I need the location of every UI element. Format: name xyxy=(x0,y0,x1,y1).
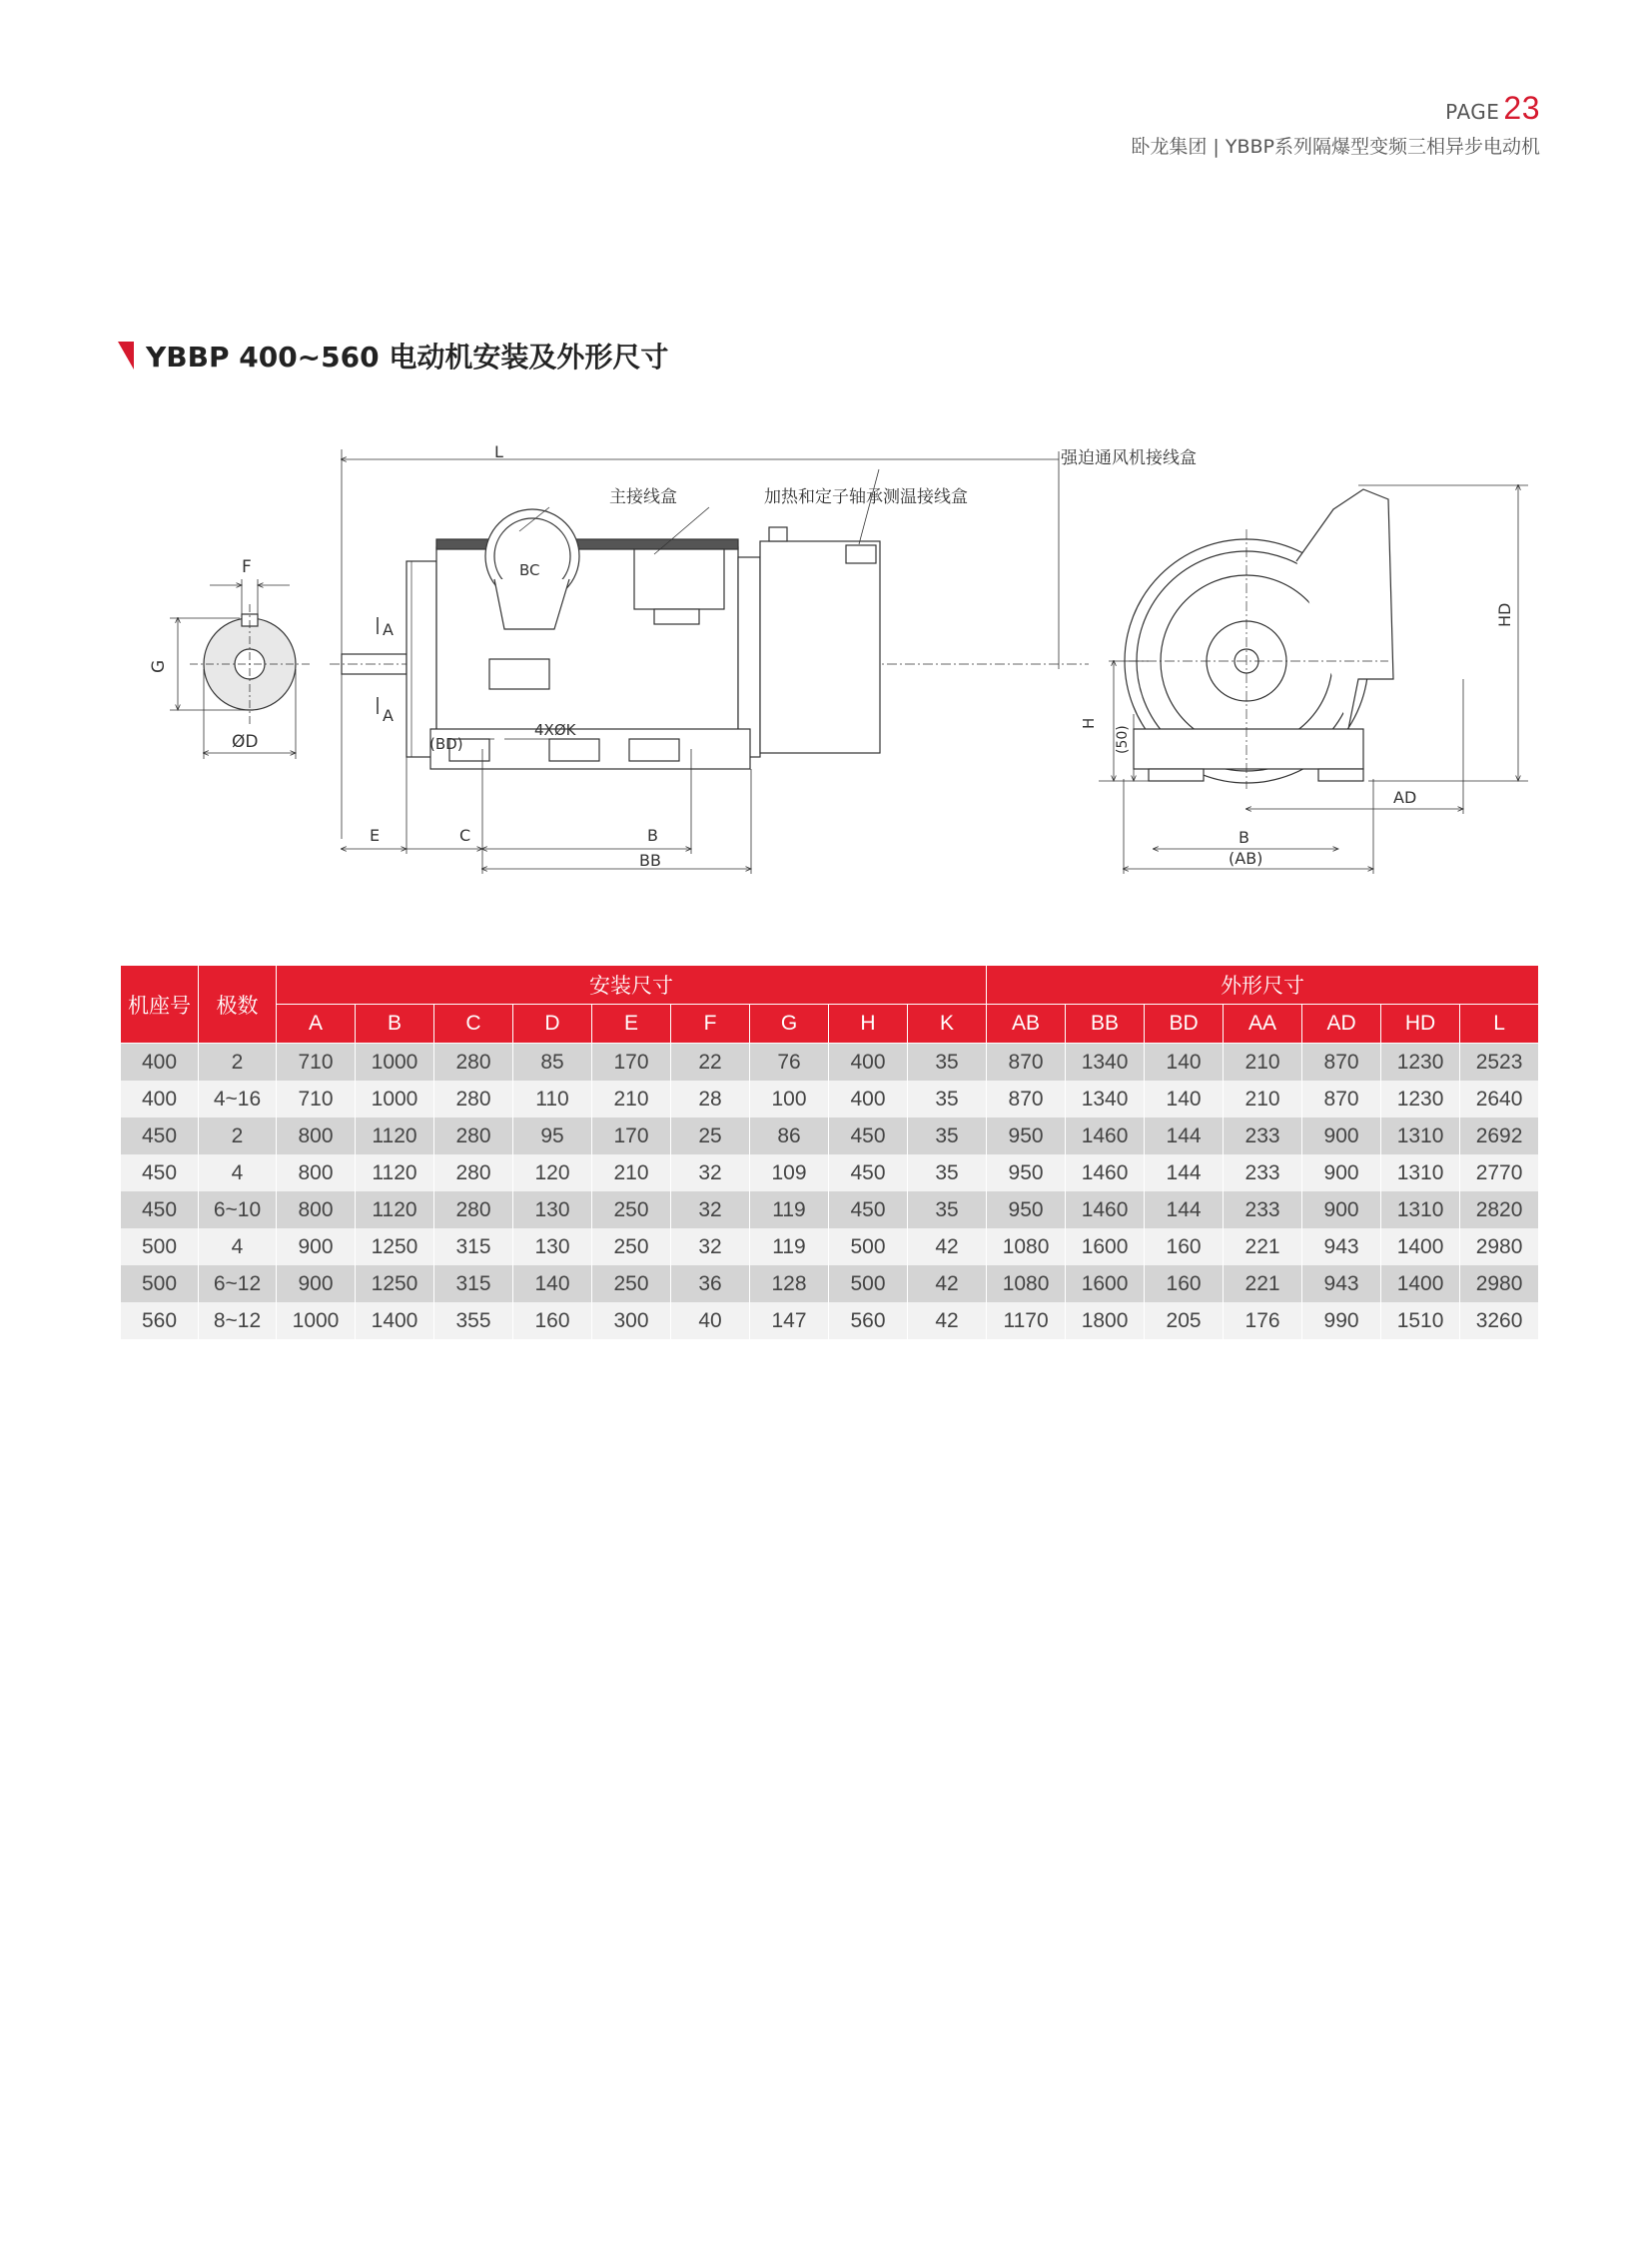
column-header-a: A xyxy=(277,1005,356,1044)
table-cell: 943 xyxy=(1302,1228,1381,1265)
table-cell: 900 xyxy=(277,1265,356,1302)
page-label-text: PAGE xyxy=(1445,100,1500,124)
label-bb: BB xyxy=(639,851,661,870)
label-b-end: B xyxy=(1239,828,1249,847)
table-cell: 1000 xyxy=(356,1081,434,1118)
table-cell: 400 xyxy=(121,1081,199,1118)
table-row xyxy=(121,1081,1539,1118)
table-row xyxy=(121,1228,1539,1265)
table-cell: 160 xyxy=(1145,1265,1224,1302)
table-cell: 1340 xyxy=(1066,1081,1145,1118)
table-cell: 32 xyxy=(671,1191,750,1228)
table-cell: 2692 xyxy=(1460,1118,1539,1154)
label-c: C xyxy=(459,826,471,845)
table-cell: 170 xyxy=(592,1118,671,1154)
table-row xyxy=(121,1154,1539,1191)
table-cell: 140 xyxy=(1145,1044,1224,1082)
table-cell: 950 xyxy=(987,1118,1066,1154)
table-cell: 1250 xyxy=(356,1228,434,1265)
table-cell: 4 xyxy=(199,1228,277,1265)
technical-drawing xyxy=(150,429,1548,879)
table-cell: 3260 xyxy=(1460,1302,1539,1339)
table-column-header-row xyxy=(121,1005,1539,1044)
red-flag-icon xyxy=(118,342,134,370)
table-cell: 2980 xyxy=(1460,1265,1539,1302)
table-cell: 35 xyxy=(908,1118,987,1154)
table-cell: 315 xyxy=(434,1228,513,1265)
table-cell: 450 xyxy=(121,1154,199,1191)
dimensions-table xyxy=(120,965,1539,1339)
table-cell: 233 xyxy=(1224,1191,1302,1228)
table-cell: 233 xyxy=(1224,1118,1302,1154)
table-cell: 1080 xyxy=(987,1228,1066,1265)
table-cell: 40 xyxy=(671,1302,750,1339)
table-cell: 900 xyxy=(1302,1154,1381,1191)
table-cell: 221 xyxy=(1224,1265,1302,1302)
table-cell: 22 xyxy=(671,1044,750,1082)
table-cell: 800 xyxy=(277,1118,356,1154)
table-cell: 2 xyxy=(199,1118,277,1154)
table-cell: 2523 xyxy=(1460,1044,1539,1082)
table-cell: 205 xyxy=(1145,1302,1224,1339)
table-cell: 280 xyxy=(434,1191,513,1228)
table-cell: 36 xyxy=(671,1265,750,1302)
label-main-terminal-box: 主接线盒 xyxy=(609,487,677,507)
table-cell: 1000 xyxy=(356,1044,434,1082)
column-header-g: G xyxy=(750,1005,829,1044)
table-cell: 990 xyxy=(1302,1302,1381,1339)
table-cell: 210 xyxy=(1224,1081,1302,1118)
table-cell: 85 xyxy=(513,1044,592,1082)
document-subtitle: 卧龙集团 | YBBP系列隔爆型变频三相异步电动机 xyxy=(1131,136,1540,158)
table-cell: 900 xyxy=(277,1228,356,1265)
table-cell: 4 xyxy=(199,1154,277,1191)
column-header-c: C xyxy=(434,1005,513,1044)
table-cell: 119 xyxy=(750,1228,829,1265)
label-h: H xyxy=(1080,717,1098,729)
table-cell: 144 xyxy=(1145,1118,1224,1154)
label-bd: (BD) xyxy=(429,735,463,753)
page-label xyxy=(1445,90,1540,127)
table-cell: 210 xyxy=(592,1081,671,1118)
table-cell: 1250 xyxy=(356,1265,434,1302)
table-cell: 250 xyxy=(592,1228,671,1265)
table-cell: 76 xyxy=(750,1044,829,1082)
column-header-b: B xyxy=(356,1005,434,1044)
label-e: E xyxy=(370,826,381,845)
table-cell: 870 xyxy=(1302,1081,1381,1118)
table-cell: 128 xyxy=(750,1265,829,1302)
table-cell: 870 xyxy=(1302,1044,1381,1082)
table-cell: 1340 xyxy=(1066,1044,1145,1082)
table-cell: 280 xyxy=(434,1081,513,1118)
column-header-aa: AA xyxy=(1224,1005,1302,1044)
table-cell: 42 xyxy=(908,1302,987,1339)
table-cell: 710 xyxy=(277,1044,356,1082)
column-header-bb: BB xyxy=(1066,1005,1145,1044)
table-cell: 130 xyxy=(513,1191,592,1228)
table-cell: 800 xyxy=(277,1154,356,1191)
table-cell: 119 xyxy=(750,1191,829,1228)
table-cell: 35 xyxy=(908,1044,987,1082)
page-number: 23 xyxy=(1503,90,1540,126)
table-cell: 1460 xyxy=(1066,1154,1145,1191)
column-header-e: E xyxy=(592,1005,671,1044)
table-group-header-row xyxy=(121,966,1539,1005)
column-header-ad: AD xyxy=(1302,1005,1381,1044)
table-cell: 2820 xyxy=(1460,1191,1539,1228)
label-f: F xyxy=(242,557,252,577)
table-cell: 1310 xyxy=(1381,1154,1460,1191)
table-cell: 450 xyxy=(121,1118,199,1154)
table-cell: 500 xyxy=(829,1265,908,1302)
table-cell: 25 xyxy=(671,1118,750,1154)
table-cell: 900 xyxy=(1302,1118,1381,1154)
table-cell: 400 xyxy=(829,1044,908,1082)
table-cell: 1400 xyxy=(1381,1228,1460,1265)
label-bc: BC xyxy=(519,561,540,579)
table-cell: 450 xyxy=(829,1118,908,1154)
table-cell: 109 xyxy=(750,1154,829,1191)
column-header-l: L xyxy=(1460,1005,1539,1044)
table-cell: 233 xyxy=(1224,1154,1302,1191)
table-cell: 300 xyxy=(592,1302,671,1339)
label-ab: (AB) xyxy=(1229,849,1263,868)
table-row xyxy=(121,1044,1539,1082)
table-cell: 6~12 xyxy=(199,1265,277,1302)
table-cell: 86 xyxy=(750,1118,829,1154)
table-cell: 560 xyxy=(829,1302,908,1339)
table-cell: 900 xyxy=(1302,1191,1381,1228)
table-cell: 500 xyxy=(829,1228,908,1265)
table-cell: 2640 xyxy=(1460,1081,1539,1118)
motor-end-view xyxy=(1099,485,1528,874)
table-cell: 35 xyxy=(908,1154,987,1191)
table-cell: 450 xyxy=(829,1191,908,1228)
table-cell: 450 xyxy=(121,1191,199,1228)
table-cell: 1120 xyxy=(356,1191,434,1228)
table-cell: 4~16 xyxy=(199,1081,277,1118)
frame-size-header: 机座号 xyxy=(121,966,199,1044)
table-cell: 1000 xyxy=(277,1302,356,1339)
column-header-ab: AB xyxy=(987,1005,1066,1044)
label-d: ØD xyxy=(232,732,259,752)
table-cell: 140 xyxy=(1145,1081,1224,1118)
table-cell: 870 xyxy=(987,1044,1066,1082)
table-cell: 100 xyxy=(750,1081,829,1118)
motor-side-view xyxy=(330,449,1089,874)
label-heater-terminal-box: 加热和定子轴承测温接线盒 xyxy=(764,487,968,507)
outline-dimensions-header: 外形尺寸 xyxy=(987,966,1539,1005)
table-cell: 1510 xyxy=(1381,1302,1460,1339)
table-cell: 170 xyxy=(592,1044,671,1082)
table-cell: 35 xyxy=(908,1081,987,1118)
section-title: YBBP 400~560 电动机安装及外形尺寸 xyxy=(146,341,669,374)
poles-header: 极数 xyxy=(199,966,277,1044)
table-cell: 355 xyxy=(434,1302,513,1339)
table-cell: 1400 xyxy=(356,1302,434,1339)
table-cell: 1120 xyxy=(356,1154,434,1191)
table-cell: 1120 xyxy=(356,1118,434,1154)
table-cell: 210 xyxy=(592,1154,671,1191)
table-cell: 176 xyxy=(1224,1302,1302,1339)
table-cell: 500 xyxy=(121,1228,199,1265)
table-body xyxy=(121,1044,1539,1340)
table-cell: 32 xyxy=(671,1154,750,1191)
install-dimensions-header: 安装尺寸 xyxy=(277,966,987,1005)
table-cell: 1460 xyxy=(1066,1118,1145,1154)
table-cell: 140 xyxy=(513,1265,592,1302)
table-cell: 2770 xyxy=(1460,1154,1539,1191)
table-row xyxy=(121,1118,1539,1154)
table-cell: 1310 xyxy=(1381,1191,1460,1228)
table-cell: 42 xyxy=(908,1228,987,1265)
table-cell: 1230 xyxy=(1381,1044,1460,1082)
table-cell: 1600 xyxy=(1066,1265,1145,1302)
section-heading xyxy=(118,336,668,375)
label-a-top: A xyxy=(383,620,394,639)
table-cell: 2980 xyxy=(1460,1228,1539,1265)
table-cell: 250 xyxy=(592,1191,671,1228)
table-cell: 1080 xyxy=(987,1265,1066,1302)
table-row xyxy=(121,1265,1539,1302)
table-cell: 1400 xyxy=(1381,1265,1460,1302)
table-cell: 950 xyxy=(987,1154,1066,1191)
table-cell: 1800 xyxy=(1066,1302,1145,1339)
label-holes: 4XØK xyxy=(534,721,576,739)
table-cell: 1310 xyxy=(1381,1118,1460,1154)
label-fan-terminal-box: 强迫通风机接线盒 xyxy=(1061,448,1197,468)
table-cell: 144 xyxy=(1145,1154,1224,1191)
label-g: G xyxy=(150,659,169,673)
table-cell: 110 xyxy=(513,1081,592,1118)
table-cell: 870 xyxy=(987,1081,1066,1118)
table-cell: 943 xyxy=(1302,1265,1381,1302)
table-cell: 120 xyxy=(513,1154,592,1191)
table-cell: 1230 xyxy=(1381,1081,1460,1118)
table-row xyxy=(121,1302,1539,1339)
table-cell: 280 xyxy=(434,1154,513,1191)
table-cell: 800 xyxy=(277,1191,356,1228)
label-ad: AD xyxy=(1393,788,1417,807)
table-cell: 210 xyxy=(1224,1044,1302,1082)
label-hd: HD xyxy=(1495,602,1514,627)
table-cell: 42 xyxy=(908,1265,987,1302)
table-cell: 160 xyxy=(513,1302,592,1339)
table-cell: 1170 xyxy=(987,1302,1066,1339)
table-cell: 6~10 xyxy=(199,1191,277,1228)
table-cell: 144 xyxy=(1145,1191,1224,1228)
table-cell: 500 xyxy=(121,1265,199,1302)
table-cell: 147 xyxy=(750,1302,829,1339)
table-cell: 400 xyxy=(829,1081,908,1118)
table-cell: 280 xyxy=(434,1044,513,1082)
label-a-bottom: A xyxy=(383,706,394,725)
table-cell: 28 xyxy=(671,1081,750,1118)
table-row xyxy=(121,1191,1539,1228)
table-cell: 32 xyxy=(671,1228,750,1265)
table-cell: 710 xyxy=(277,1081,356,1118)
table-cell: 1600 xyxy=(1066,1228,1145,1265)
label-l: L xyxy=(494,442,503,461)
column-header-k: K xyxy=(908,1005,987,1044)
column-header-h: H xyxy=(829,1005,908,1044)
table-cell: 35 xyxy=(908,1191,987,1228)
table-cell: 950 xyxy=(987,1191,1066,1228)
table-cell: 560 xyxy=(121,1302,199,1339)
label-fifty: (50) xyxy=(1115,725,1131,754)
table-cell: 280 xyxy=(434,1118,513,1154)
column-header-f: F xyxy=(671,1005,750,1044)
table-cell: 1460 xyxy=(1066,1191,1145,1228)
table-cell: 450 xyxy=(829,1154,908,1191)
table-cell: 8~12 xyxy=(199,1302,277,1339)
table-cell: 400 xyxy=(121,1044,199,1082)
column-header-hd: HD xyxy=(1381,1005,1460,1044)
table-cell: 130 xyxy=(513,1228,592,1265)
column-header-bd: BD xyxy=(1145,1005,1224,1044)
table-cell: 221 xyxy=(1224,1228,1302,1265)
table-cell: 250 xyxy=(592,1265,671,1302)
table-cell: 160 xyxy=(1145,1228,1224,1265)
table-cell: 315 xyxy=(434,1265,513,1302)
table-cell: 2 xyxy=(199,1044,277,1082)
label-b-side: B xyxy=(647,826,658,845)
table-cell: 95 xyxy=(513,1118,592,1154)
column-header-d: D xyxy=(513,1005,592,1044)
